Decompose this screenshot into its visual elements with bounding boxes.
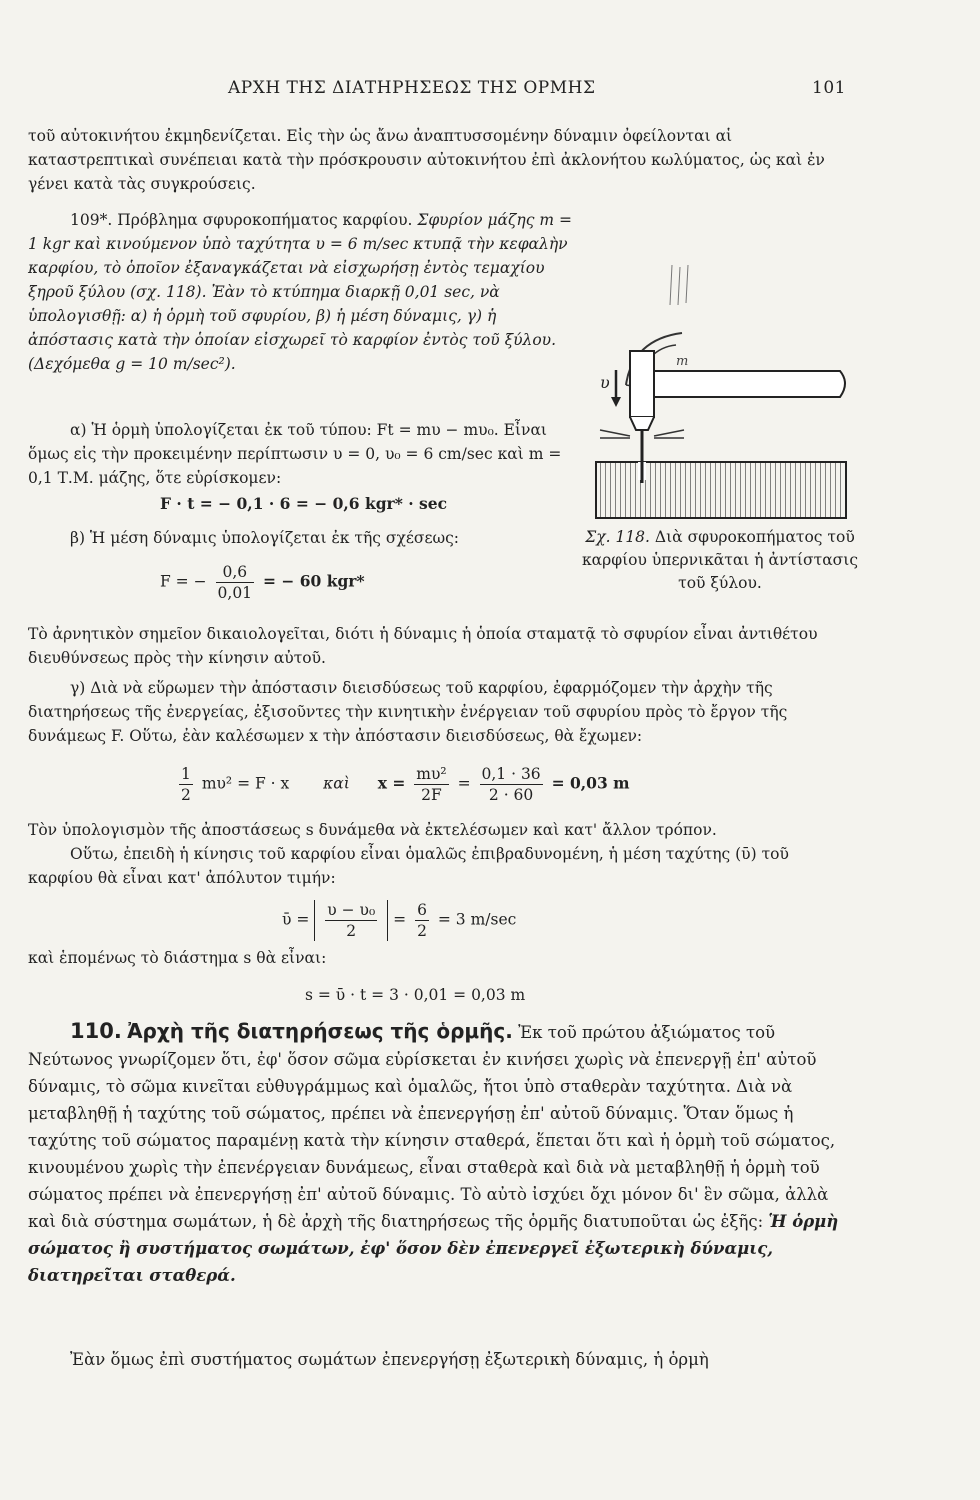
- part-c-text: γ) Διὰ νὰ εὕρωμεν τὴν ἀπόστασιν διεισδύσεως τοῦ καρφίου, ἐφαρμόζομεν τὴν ἀρχὴν τῆς διατηρήσεως τῆς ἐνεργείας, ἐξισοῦντες τὴν κινητικὴν ἐνέργειαν τοῦ σφυρίου πρὸς τὸ ἔργον τῆς δυνάμεως F. Οὕτω, ἐὰν καλέσωμεν x τὴν ἀπόστασιν διεισδύσεως, θὰ ἔχωμεν:: [28, 679, 788, 745]
- equation-distance: s = ῡ · t = 3 · 0,01 = 0,03 m: [305, 986, 526, 1004]
- section-last-line: Ἐὰν ὅμως ἐπὶ συστήματος σωμάτων ἐπενεργήσῃ ἐξωτερικὴ δύναμις, ἡ ὁρμὴ: [70, 1350, 709, 1369]
- figure-118-hammer-nail: [590, 255, 860, 525]
- problem-title: Πρόβλημα σφυροκοπήματος καρφίου.: [117, 211, 413, 229]
- alt-method-text-2: Οὕτω, ἐπειδὴ ἡ κίνησις τοῦ καρφίου εἶναι ὁμαλῶς ἐπιβραδυνομένη, ἡ μέση ταχύτης (ῡ) τοῦ καρφίου θὰ εἶναι κατ' ἀπόλυτον τιμήν:: [28, 845, 789, 887]
- page-number: 101: [812, 78, 846, 98]
- running-header: [28, 78, 846, 108]
- equation-energy: $\frac{1}{2}$ mυ² = F · x καὶ x = $\frac{\text{mυ²}}{2F}$ = $\frac{0,1 \cdot 36}{2 \cdot 60}$ = 0,03 m: [181, 765, 630, 804]
- section-number: 110.: [70, 1019, 122, 1043]
- negative-sign-note: Τὸ ἀρνητικὸν σημεῖον δικαιολογεῖται, διότι ἡ δύναμις ἡ ὁποία σταματᾷ τὸ σφυρίον εἶναι ἀντιθέτου διευθύνσεως πρὸς τὴν κίνησιν αὐτοῦ.: [28, 625, 818, 667]
- interval-text: καὶ ἑπομένως τὸ διάστημα s θὰ εἶναι:: [28, 949, 327, 967]
- problem-statement: Σφυρίον μάζης m = 1 kgr καὶ κινούμενον ὑπὸ ταχύτητα υ = 6 m/sec κτυπᾷ τὴν κεφαλὴν καρφίου, τὸ ὁποῖον ἐξαναγκάζεται νὰ εἰσχωρήσῃ ἐντὸς τεμαχίου ξηροῦ ξύλου (σχ. 118). Ἐὰν τὸ κτύπημα διαρκῇ 0,01 sec, νὰ ὑπολογισθῇ: α) ἡ ὁρμὴ τοῦ σφυρίου, β) ἡ μέση δύναμις, γ) ἡ ἀπόστασις κατὰ τὴν ὁποίαν εἰσχωρεῖ τὸ καρφίον ἐντὸς τοῦ ξύλου. (Δεχόμεθα g = 10 m/sec²).: [28, 211, 572, 373]
- hammer-nail-diagram: [590, 255, 860, 525]
- figure-label: Σχ. 118.: [585, 528, 650, 546]
- equation-average-velocity: ῡ = $\frac{\text{υ − υ₀}}{2}$ = $\frac{6}{2}$ = 3 m/sec: [282, 901, 517, 940]
- velocity-label: υ: [600, 373, 610, 392]
- equation-force: F = − $\frac{0,6}{0,01}$ = − 60 kgr*: [160, 563, 365, 602]
- conservation-law: Ἡ ὁρμὴ σώματος ἢ συστήματος σωμάτων, ἐφ' ὅσον δὲν ἐπενεργεῖ ἐξωτερικὴ δύναμις, διατηρεῖται σταθερά.: [28, 1212, 839, 1285]
- figure-caption: [575, 526, 865, 595]
- mass-label: m: [676, 354, 689, 369]
- running-title: ΑΡΧΗ ΤΗΣ ΔΙΑΤΗΡΗΣΕΩΣ ΤΗΣ ΟΡΜΗΣ: [228, 78, 596, 98]
- part-a-text: α) Ἡ ὁρμὴ ὑπολογίζεται ἐκ τοῦ τύπου: Ft = mυ − mυ₀. Εἶναι ὅμως εἰς τὴν προκειμένην περίπτωσιν υ = 0, υ₀ = 6 cm/sec καὶ m = 0,1 Τ.Μ. μάζης, ὅτε εὑρίσκομεν:: [28, 421, 562, 487]
- figure-caption-text: Διὰ σφυροκοπήματος τοῦ καρφίου ὑπερνικᾶται ἡ ἀντίστασις τοῦ ξύλου.: [581, 528, 859, 592]
- section-body: Ἐκ τοῦ πρώτου ἀξιώματος τοῦ Νεύτωνος γνωρίζομεν ὅτι, ἐφ' ὅσον σῶμα εὑρίσκεται ἐν κινήσει χωρὶς νὰ ἐπενεργῇ ἐπ' αὐτοῦ δύναμις, τὸ σῶμα κινεῖται εὐθυγράμμως καὶ ὁμαλῶς, ἤτοι ὑπὸ σταθερὰν ταχύτητα. Διὰ νὰ μεταβληθῇ ἡ ταχύτης τοῦ σώματος, πρέπει νὰ ἐπενεργήσῃ ἐπ' αὐτοῦ δύναμις. Ὅταν ὅμως ἡ ταχύτης τοῦ σώματος παραμένῃ κατὰ τὴν κίνησιν σταθερά, ἕπεται ὅτι καὶ ἡ ὁρμὴ τοῦ σώματος, κινουμένου χωρὶς τὴν ἐπενέργειαν δυνάμεως, εἶναι σταθερὰ καὶ διὰ νὰ μεταβληθῇ ἡ ὁρμὴ τοῦ σώματος πρέπει νὰ ἐπενεργήσῃ ἐπ' αὐτοῦ δύναμις. Τὸ αὐτὸ ἰσχύει ὄχι μόνον δι' ἓν σῶμα, ἀλλὰ καὶ διὰ σύστημα σωμάτων, ἡ δὲ ἀρχὴ τῆς διατηρήσεως τῆς ὁρμῆς διατυποῦται ὡς ἑξῆς:: [28, 1023, 836, 1231]
- section-title: Ἀρχὴ τῆς διατηρήσεως τῆς ὁρμῆς.: [127, 1019, 513, 1043]
- part-b-text: β) Ἡ μέση δύναμις ὑπολογίζεται ἐκ τῆς σχέσεως:: [70, 529, 460, 547]
- equation-impulse: F · t = − 0,1 · 6 = − 0,6 kgr* · sec: [160, 494, 448, 513]
- section-110: [28, 1018, 846, 1289]
- alt-method-text-1: Τὸν ὑπολογισμὸν τῆς ἀποστάσεως s δυνάμεθα νὰ ἐκτελέσωμεν καὶ κατ' ἄλλον τρόπον.: [28, 821, 717, 839]
- problem-number: 109*.: [70, 211, 113, 229]
- intro-paragraph: τοῦ αὐτοκινήτου ἐκμηδενίζεται. Εἰς τὴν ὡς ἄνω ἀναπτυσσομένην δύναμιν ὀφείλονται αἱ καταστρεπτικαὶ συνέπειαι κατὰ τὴν πρόσκρουσιν αὐτοκινήτου ἐπὶ ἀκλονήτου κωλύματος, ὡς καὶ ἐν γένει κατὰ τὰς συγκρούσεις.: [28, 127, 825, 193]
- wood-block: [596, 462, 846, 518]
- problem-109: [28, 208, 573, 376]
